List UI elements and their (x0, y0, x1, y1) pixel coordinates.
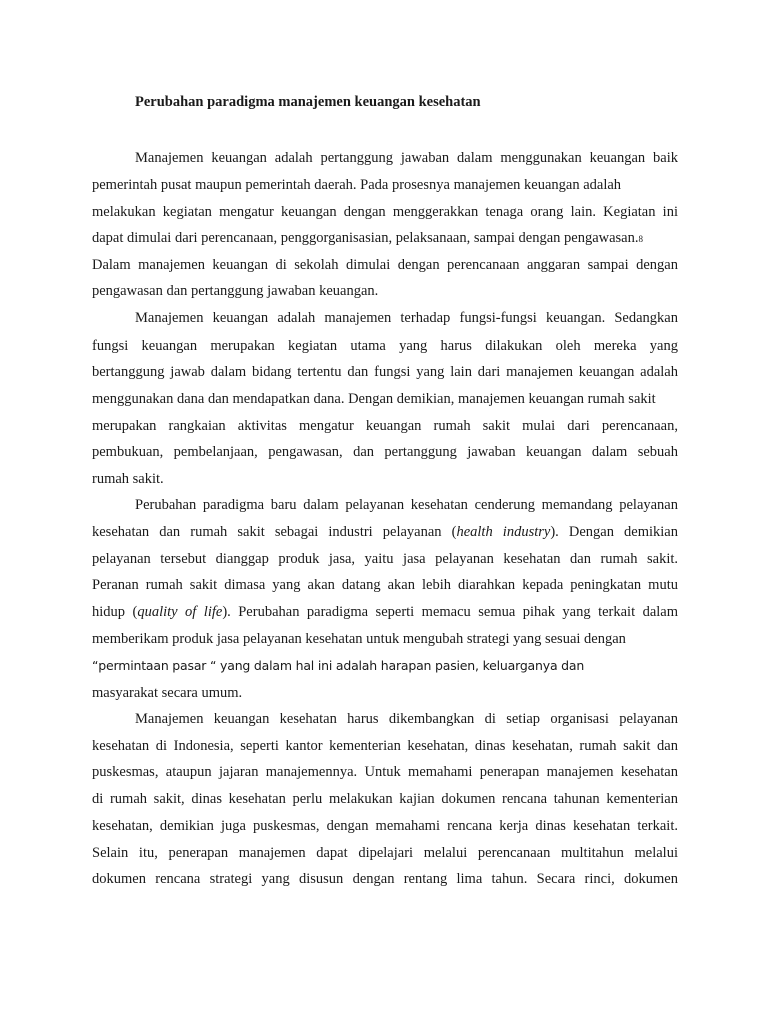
p4-line-3: puskesmas, ataupun jajaran manajemennya. Untuk memahami penerapan manajemen kesehatan (92, 764, 678, 780)
p4-line-5: kesehatan, demikian juga puskesmas, dengan memahami rencana kerja dinas kesehatan terkait. (92, 818, 678, 834)
p2-line-5: merupakan rangkaian aktivitas mengatur keuangan rumah sakit mulai dari perencanaan, (92, 418, 678, 434)
p2-line-6: pembukuan, pembelanjaan, pengawasan, dan pertanggung jawaban keuangan dalam sebuah (92, 444, 678, 460)
p3-line-2 (92, 522, 678, 542)
p4-line-6: Selain itu, penerapan manajemen dapat dipelajari melalui perencanaan multitahun melalui (92, 845, 678, 861)
p1-line-4-text: dapat dimulai dari perencanaan, penggorganisasian, pelaksanaan, sampai dengan pengawasan. (92, 230, 639, 246)
p3-line-5-a: hidup ( (92, 604, 138, 620)
p1-line-6: pengawasan dan pertanggung jawaban keuangan. (92, 283, 379, 299)
p2-line-2: fungsi keuangan merupakan kegiatan utama yang harus dilakukan oleh mereka yang (92, 338, 678, 354)
p3-line-1: Perubahan paradigma baru dalam pelayanan kesehatan cenderung memandang pelayanan (135, 497, 678, 513)
p3-line-2-italic: health industry (456, 524, 551, 540)
p3-line-3: pelayanan tersebut dianggap produk jasa, yaitu jasa pelayanan kesehatan dan rumah sakit. (92, 551, 678, 567)
p2-line-4: menggunakan dana dan mendapatkan dana. Dengan demikian, manajemen keuangan rumah sakit (92, 391, 656, 407)
p3-line-5-italic: quality of life (137, 604, 223, 620)
p3-line-5 (92, 602, 678, 622)
p1-line-2: pemerintah pusat maupun pemerintah daerah. Pada prosesnya manajemen keuangan adalah (92, 177, 622, 193)
p1-line-1: Manajemen keuangan adalah pertanggung jawaban dalam menggunakan keuangan baik (135, 150, 678, 166)
p3-line-4: Peranan rumah sakit dimasa yang akan datang akan lebih diarahkan kepada peningkatan mutu (92, 577, 678, 593)
p1-line-4 (92, 228, 678, 249)
p3-line-5-b: ). Perubahan paradigma seperti memacu semua pihak yang terkait dalam (222, 604, 678, 620)
p1-line-3: melakukan kegiatan mengatur keuangan dengan menggerakkan tenaga orang lain. Kegiatan ini (92, 204, 678, 220)
p3-line-2-b: ). Dengan demikian (550, 524, 678, 540)
p2-line-1: Manajemen keuangan adalah manajemen terhadap fungsi-fungsi keuangan. Sedangkan (135, 310, 678, 326)
p1-line-5: Dalam manajemen keuangan di sekolah dimulai dengan perencanaan anggaran sampai dengan (92, 257, 678, 273)
p2-line-7: rumah sakit. (92, 471, 164, 487)
p3-line-2-a: kesehatan dan rumah sakit sebagai industri pelayanan ( (92, 524, 457, 540)
section-title: Perubahan paradigma manajemen keuangan kesehatan (135, 94, 481, 110)
p4-line-4: di rumah sakit, dinas kesehatan perlu melakukan kajian dokumen rencana tahunan kementerian (92, 791, 678, 807)
p2-line-3: bertanggung jawab dalam bidang tertentu dan fungsi yang lain dari manajemen keuangan adalah (92, 364, 678, 380)
p3-line-6: memberikam produk jasa pelayanan kesehatan untuk mengubah strategi yang sesuai dengan (92, 631, 626, 647)
p4-line-2: kesehatan di Indonesia, seperti kantor kementerian kesehatan, dinas kesehatan, rumah sakit dan (92, 738, 678, 754)
p3-line-8: masyarakat secara umum. (92, 685, 243, 701)
footnote-marker: 8 (638, 234, 643, 244)
p3-line-7: “permintaan pasar “ yang dalam hal ini adalah harapan pasien, keluarganya dan (92, 658, 585, 673)
p4-line-7: dokumen rencana strategi yang disusun dengan rentang lima tahun. Secara rinci, dokumen (92, 871, 678, 887)
p4-line-1: Manajemen keuangan kesehatan harus dikembangkan di setiap organisasi pelayanan (135, 711, 678, 727)
